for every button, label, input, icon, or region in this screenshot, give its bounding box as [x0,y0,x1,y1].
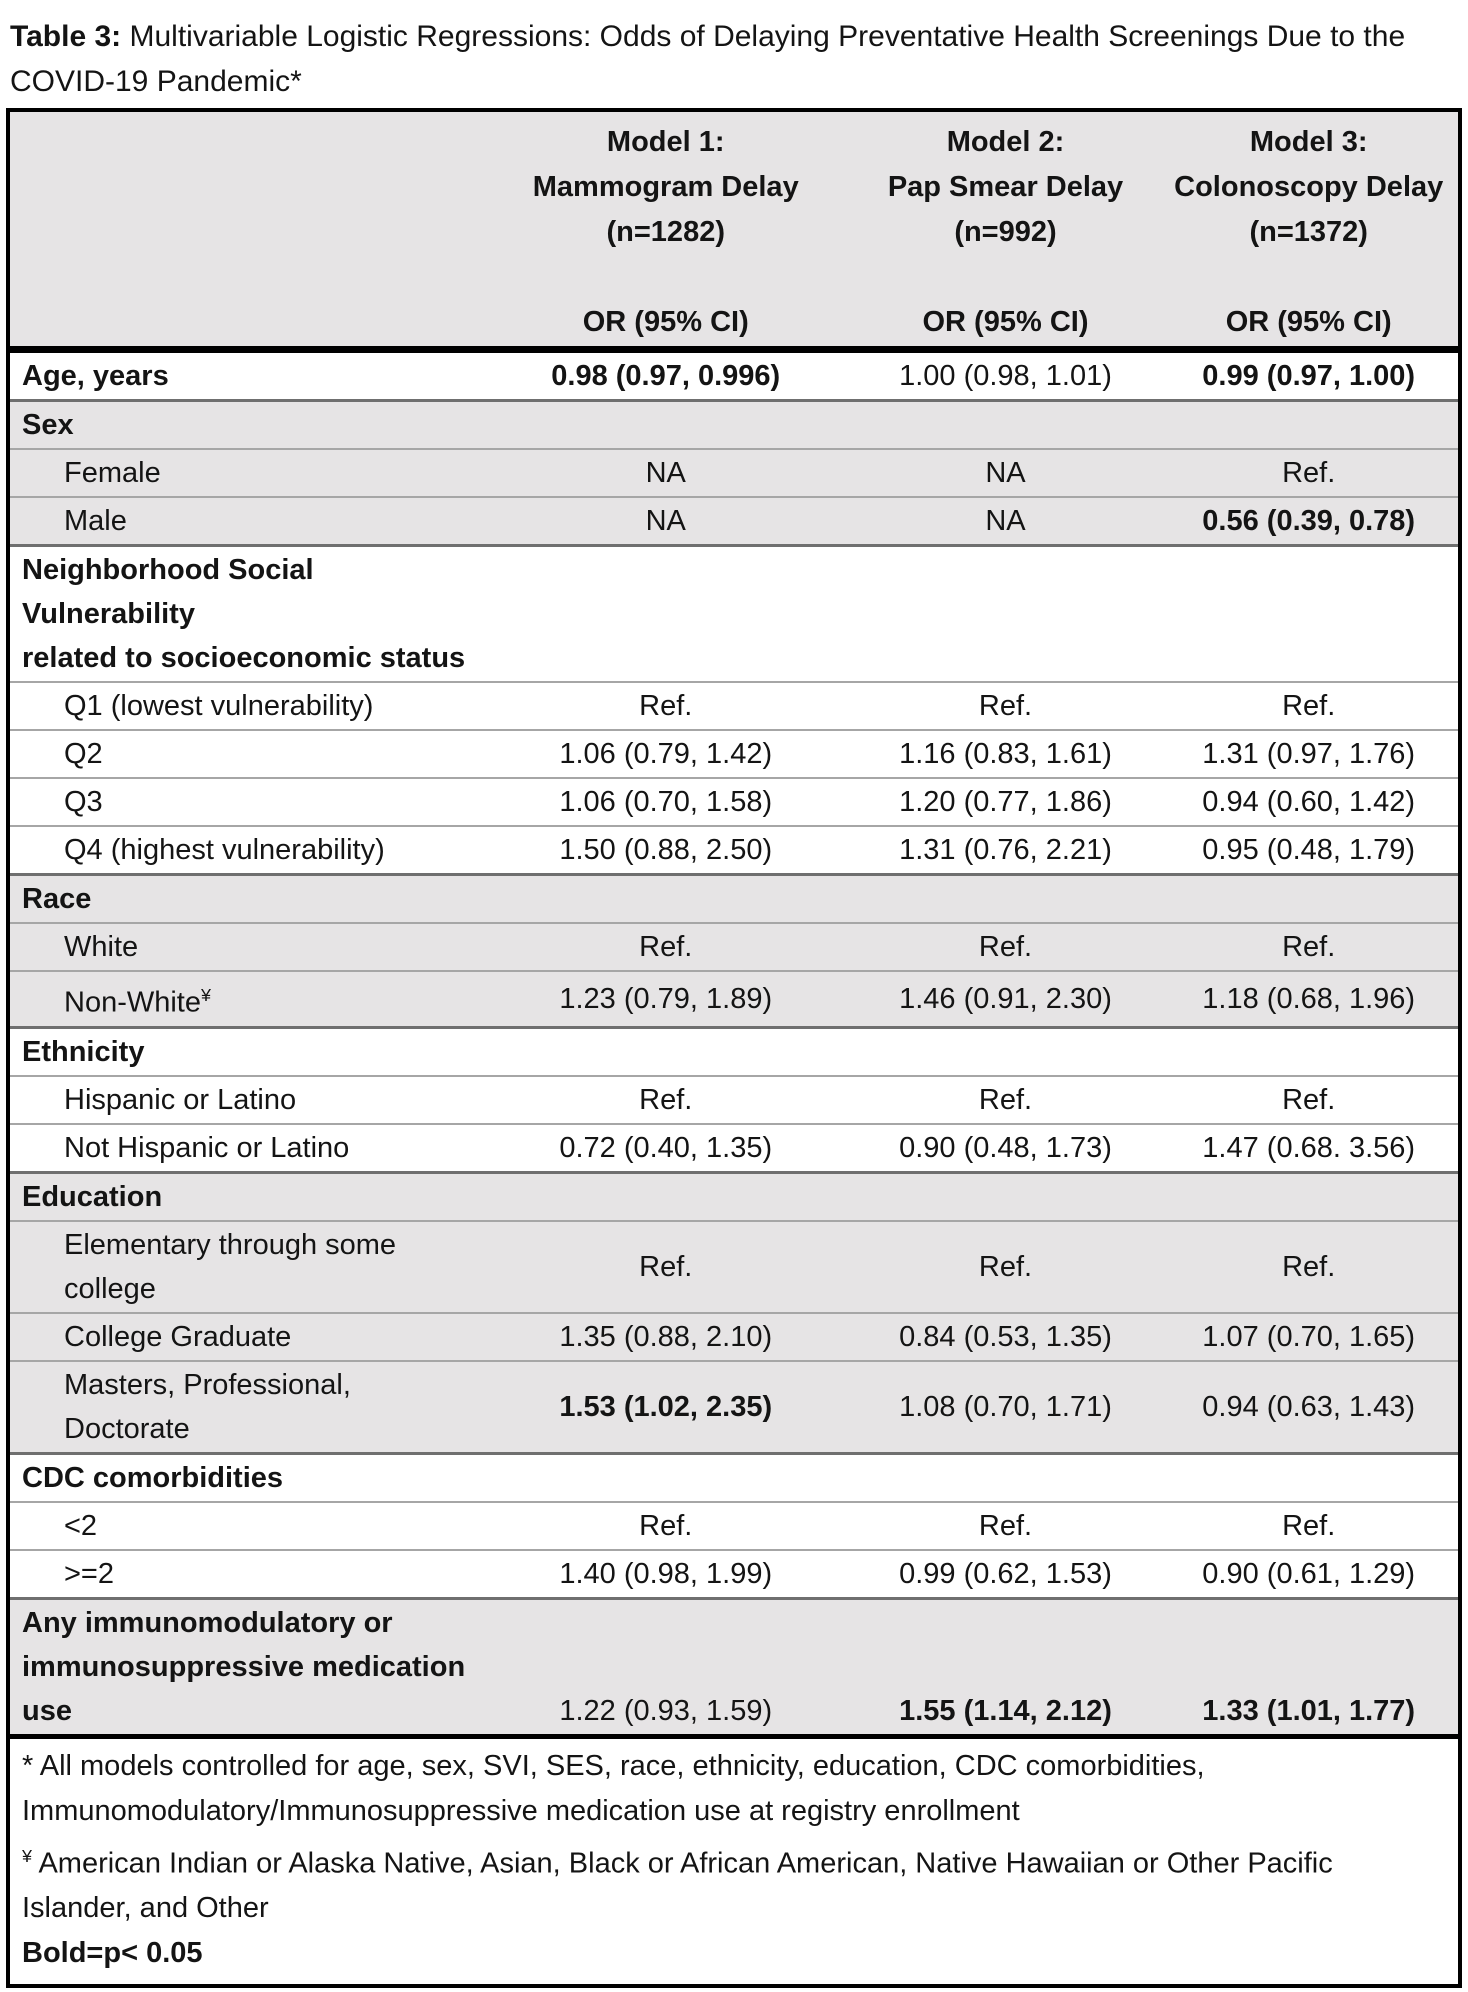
value-cell-model2: 0.99 (0.62, 1.53) [852,1550,1160,1599]
model-1-header [480,110,852,299]
label-text: Non-White [64,986,201,1019]
value-cell-model1: Ref. [480,682,852,730]
footnote-race [22,1834,1448,1932]
label-line-2: related to socioeconomic status [22,642,466,674]
table-title [6,10,1462,108]
model-2-outcome: Pap Smear Delay [887,171,1124,203]
label-cell: Hispanic or Latino [8,1076,480,1124]
value-cell-model2: 0.84 (0.53, 1.35) [852,1313,1160,1361]
value-cell-model2: 0.90 (0.48, 1.73) [852,1124,1160,1173]
row-nsv-header [8,546,1460,683]
row-not-hispanic [8,1124,1460,1173]
value-cell-model3: Ref. [1159,1076,1460,1124]
row-sex-header [8,401,1460,450]
value-cell-model1: Ref. [480,923,852,971]
value-cell-model3: 0.56 (0.39, 0.78) [1159,497,1460,546]
footnote-marker-yen: ¥ [22,1845,32,1866]
value-cell-model2: Ref. [852,1502,1160,1550]
value-cell-model2: 1.31 (0.76, 2.21) [852,826,1160,875]
model-1-outcome: Mammogram Delay [532,171,799,203]
value-cell-model1: 1.06 (0.70, 1.58) [480,778,852,826]
row-race-header [8,875,1460,924]
value-cell-model2: NA [852,449,1160,497]
value-cell-model3: 1.33 (1.01, 1.77) [1159,1598,1460,1736]
or-label-model3: OR (95% CI) [1159,299,1460,350]
regression-table [6,108,1462,1988]
value-cell-model1 [480,1027,852,1076]
model-header-row [8,110,1460,299]
footnote-race-text: American Indian or Alaska Native, Asian, Black or African American, Native Hawaiian or Other Pacific Islander, and Other [22,1847,1333,1925]
value-cell-model1 [480,1453,852,1502]
value-cell-model1 [480,875,852,924]
value-cell-model1: 1.22 (0.93, 1.59) [480,1598,852,1736]
value-cell-model2: 1.46 (0.91, 2.30) [852,971,1160,1027]
value-cell-model2 [852,1453,1160,1502]
row-male [8,497,1460,546]
value-cell-model2 [852,401,1160,450]
row-masters [8,1361,1460,1454]
label-cell: Sex [8,401,480,450]
value-cell-model1: NA [480,497,852,546]
value-cell-model1: 1.40 (0.98, 1.99) [480,1550,852,1599]
row-q1 [8,682,1460,730]
row-q4 [8,826,1460,875]
row-female [8,449,1460,497]
label-cell: Age, years [22,360,169,392]
label-cell: College Graduate [8,1313,480,1361]
label-cell: Race [8,875,480,924]
model-2-title: Model 2: [946,126,1065,158]
row-q2 [8,730,1460,778]
label-cell: Q3 [8,778,480,826]
value-cell-model3 [1159,1172,1460,1221]
value-cell-model2: 1.00 (0.98, 1.01) [899,360,1112,392]
model-3-outcome: Colonoscopy Delay [1174,171,1444,203]
footnotes-cell [8,1736,1460,1986]
row-ethnicity-header [8,1027,1460,1076]
value-cell-model1 [480,546,852,683]
label-cell: Q1 (lowest vulnerability) [8,682,480,730]
value-cell-model2: Ref. [852,1221,1160,1313]
label-line-2: immunosuppressive medication use [22,1650,466,1727]
value-cell-model1: Ref. [480,1502,852,1550]
row-age-years [8,350,1460,401]
row-q3 [8,778,1460,826]
label-cell: CDC comorbidities [8,1453,480,1502]
value-cell-model1: NA [480,449,852,497]
model-3-n: (n=1372) [1249,216,1368,248]
label-cell [8,546,480,683]
model-1-n: (n=1282) [606,216,725,248]
model-2-header [852,110,1160,299]
label-cell [8,1598,480,1736]
footnotes-row [8,1736,1460,1986]
row-lt2 [8,1502,1460,1550]
label-cell: Masters, Professional, Doctorate [8,1361,480,1454]
value-cell-model2: 1.55 (1.14, 2.12) [852,1598,1160,1736]
model-3-title: Model 3: [1249,126,1368,158]
value-cell-model3: Ref. [1159,1221,1460,1313]
or-label-model1: OR (95% CI) [480,299,852,350]
label-cell: Not Hispanic or Latino [8,1124,480,1173]
value-cell-model2: 1.20 (0.77, 1.86) [852,778,1160,826]
label-cell: Male [8,497,480,546]
row-hispanic [8,1076,1460,1124]
model-1-title: Model 1: [606,126,725,158]
value-cell-model2 [852,1027,1160,1076]
row-elementary [8,1221,1460,1313]
label-cell: Ethnicity [8,1027,480,1076]
row-college-graduate [8,1313,1460,1361]
label-line-1: Neighborhood Social Vulnerability [22,554,314,630]
value-cell-model2: Ref. [852,682,1160,730]
value-cell-model3: 0.90 (0.61, 1.29) [1159,1550,1460,1599]
value-cell-model3: 0.94 (0.63, 1.43) [1159,1361,1460,1454]
value-cell-model2: Ref. [852,923,1160,971]
value-cell-model1: 0.72 (0.40, 1.35) [480,1124,852,1173]
value-cell-model3 [1159,401,1460,450]
value-cell-model2: NA [852,497,1160,546]
value-cell-model1: 1.53 (1.02, 2.35) [480,1361,852,1454]
value-cell-model3: Ref. [1159,682,1460,730]
value-cell-model2: 1.16 (0.83, 1.61) [852,730,1160,778]
label-cell: >=2 [8,1550,480,1599]
value-cell-model2 [852,1172,1160,1221]
value-cell-model1: 0.98 (0.97, 0.996) [551,360,781,392]
table-header [8,110,1460,350]
or-corner-cell [8,299,480,350]
value-cell-model3: 1.47 (0.68. 3.56) [1159,1124,1460,1173]
value-cell-model3 [1159,1453,1460,1502]
corner-cell [8,110,480,299]
value-cell-model1: Ref. [480,1076,852,1124]
or-header-row [8,299,1460,350]
value-cell-model3: 0.99 (0.97, 1.00) [1202,360,1416,392]
value-cell-model3: 1.31 (0.97, 1.76) [1159,730,1460,778]
table-title-prefix: Table 3: [10,20,122,53]
label-cell: Education [8,1172,480,1221]
label-line-1: Any immunomodulatory or [22,1606,393,1639]
value-cell-model3: 0.95 (0.48, 1.79) [1159,826,1460,875]
value-cell-model1: 1.23 (0.79, 1.89) [480,971,852,1027]
value-cell-model3 [1159,546,1460,683]
label-cell: Female [8,449,480,497]
model-3-header [1159,110,1460,299]
footnote-models: * All models controlled for age, sex, SVI, SES, race, ethnicity, education, CDC comorbidities, Immunomodulatory/Immunosuppressive medication use at registry enrollment [22,1749,1205,1827]
row-cdc-header [8,1453,1460,1502]
row-immunomodulatory [8,1598,1460,1736]
label-cell: Q2 [8,730,480,778]
value-cell-model3: 1.07 (0.70, 1.65) [1159,1313,1460,1361]
row-gte2 [8,1550,1460,1599]
or-label-model2: OR (95% CI) [852,299,1160,350]
value-cell-model2 [852,875,1160,924]
table-title-text: Multivariable Logistic Regressions: Odds of Delaying Preventative Health Screenings Due to the COVID-19 Pandemic* [10,20,1406,98]
value-cell-model1 [480,1172,852,1221]
row-white [8,923,1460,971]
table-body [8,350,1460,1987]
value-cell-model1: 1.50 (0.88, 2.50) [480,826,852,875]
value-cell-model1 [480,401,852,450]
value-cell-model2 [852,546,1160,683]
model-2-n: (n=992) [954,216,1057,248]
label-cell: <2 [8,1502,480,1550]
label-cell: Elementary through some college [8,1221,480,1313]
row-non-white [8,971,1460,1027]
value-cell-model3: 0.94 (0.60, 1.42) [1159,778,1460,826]
value-cell-model1: Ref. [480,1221,852,1313]
value-cell-model3 [1159,875,1460,924]
row-education-header [8,1172,1460,1221]
value-cell-model3: Ref. [1159,923,1460,971]
footnote-marker-yen: ¥ [201,985,211,1005]
footnote-bold-legend: Bold=p< 0.05 [22,1937,203,1970]
value-cell-model1: 1.35 (0.88, 2.10) [480,1313,852,1361]
label-cell: White [8,923,480,971]
label-cell: Q4 (highest vulnerability) [8,826,480,875]
value-cell-model3: Ref. [1159,449,1460,497]
value-cell-model3 [1159,1027,1460,1076]
value-cell-model3: Ref. [1159,1502,1460,1550]
value-cell-model1: 1.06 (0.79, 1.42) [480,730,852,778]
label-cell [8,971,480,1027]
value-cell-model3: 1.18 (0.68, 1.96) [1159,971,1460,1027]
value-cell-model2: Ref. [852,1076,1160,1124]
value-cell-model2: 1.08 (0.70, 1.71) [852,1361,1160,1454]
